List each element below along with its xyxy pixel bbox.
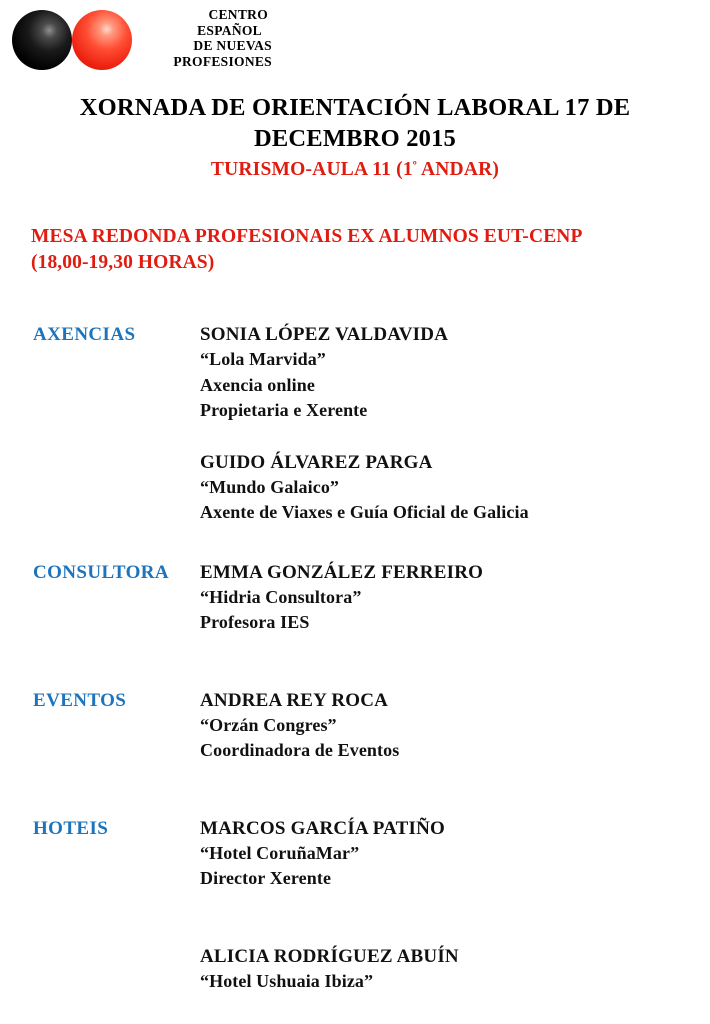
page-subtitle bbox=[0, 158, 710, 182]
person-entry bbox=[200, 688, 700, 764]
person-name: SONIA LÓPEZ VALDAVIDA bbox=[200, 324, 449, 345]
person-company: “Lola Marvida” bbox=[200, 349, 326, 369]
logo-text bbox=[132, 7, 272, 69]
event-heading-line-2: (18,00-19,30 HORAS) bbox=[31, 251, 215, 273]
section-label-hoteis: HOTEIS bbox=[33, 817, 109, 839]
person-entry bbox=[200, 560, 700, 636]
person-company: “Orzán Congres” bbox=[200, 714, 337, 735]
section-label-eventos: EVENTOS bbox=[33, 689, 127, 711]
participants-list bbox=[0, 322, 710, 994]
logo-red-sphere-icon bbox=[72, 10, 132, 70]
person-role: Axente de Viaxes e Guía Oficial de Galicia bbox=[200, 502, 529, 522]
person-entry bbox=[200, 450, 700, 526]
section-consultora bbox=[0, 560, 710, 636]
person-name: ANDREA REY ROCA bbox=[200, 689, 389, 711]
person-role: Profesora IES bbox=[200, 612, 310, 632]
ordinal-indicator: º bbox=[412, 158, 417, 173]
page-title bbox=[0, 92, 710, 154]
section-label-consultora: CONSULTORA bbox=[33, 561, 169, 583]
page-title-block bbox=[0, 92, 710, 182]
logo-text-line-2: ESPAÑOL bbox=[197, 22, 262, 38]
page-subtitle-prefix: TURISMO-AULA 11 (1 bbox=[210, 159, 413, 180]
section-gap bbox=[0, 636, 710, 688]
person-name: MARCOS GARCÍA PATIÑO bbox=[200, 817, 446, 839]
cenp-logo bbox=[10, 4, 270, 78]
page-title-line-2: DECEMBRO 2015 bbox=[253, 125, 456, 152]
section-gap bbox=[0, 526, 710, 560]
person-detail: Axencia online bbox=[200, 374, 315, 395]
section-people-hoteis bbox=[200, 816, 710, 995]
page-title-line-1: XORNADA DE ORIENTACIÓN LABORAL 17 DE bbox=[79, 94, 631, 121]
section-axencias bbox=[0, 322, 710, 526]
logo-black-sphere-icon bbox=[12, 10, 72, 70]
person-company: “Hotel Ushuaia Ibiza” bbox=[200, 970, 374, 991]
section-people-eventos bbox=[200, 688, 710, 764]
section-eventos bbox=[0, 688, 710, 764]
event-heading bbox=[31, 224, 691, 275]
event-heading-line-1: MESA REDONDA PROFESIONAIS EX ALUMNOS EUT-CENP bbox=[31, 226, 583, 247]
person-entry bbox=[200, 816, 700, 892]
person-name: EMMA GONZÁLEZ FERREIRO bbox=[200, 561, 484, 583]
person-name: ALICIA RODRÍGUEZ ABUÍN bbox=[200, 945, 459, 967]
logo-text-line-1: CENTRO bbox=[208, 7, 268, 22]
section-people-axencias bbox=[200, 322, 710, 526]
person-name: GUIDO ÁLVAREZ PARGA bbox=[200, 451, 433, 473]
logo-text-line-3: DE NUEVAS bbox=[193, 38, 272, 53]
person-entry bbox=[200, 322, 700, 424]
person-role: Coordinadora de Eventos bbox=[200, 740, 400, 760]
logo-text-line-4: PROFESIONES bbox=[173, 53, 272, 69]
person-company: “Mundo Galaico” bbox=[200, 476, 340, 497]
section-hoteis bbox=[0, 816, 710, 995]
person-company: “Hotel CoruñaMar” bbox=[200, 842, 360, 863]
person-entry bbox=[200, 944, 700, 995]
person-company: “Hidria Consultora” bbox=[200, 586, 362, 607]
section-people-consultora bbox=[200, 560, 710, 636]
page-subtitle-suffix: ANDAR) bbox=[416, 159, 500, 180]
section-label-axencias: AXENCIAS bbox=[33, 324, 136, 345]
section-gap bbox=[0, 764, 710, 816]
person-role: Propietaria e Xerente bbox=[200, 400, 368, 420]
person-role: Director Xerente bbox=[200, 868, 332, 888]
